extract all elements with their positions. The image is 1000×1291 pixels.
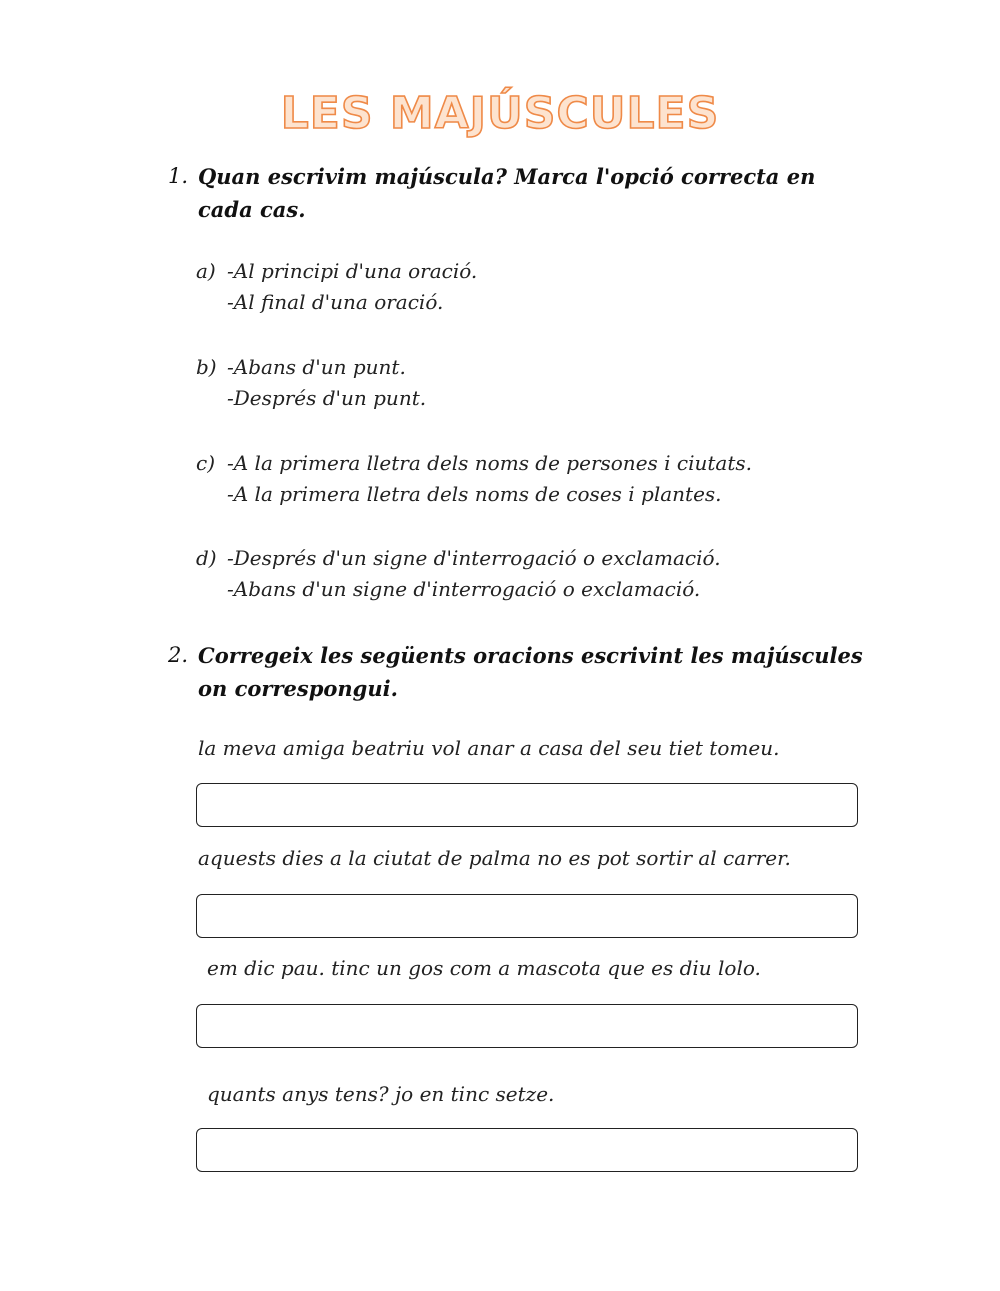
option-b bbox=[196, 352, 896, 414]
option-a-letter: a) bbox=[196, 259, 216, 283]
sentence-2: aquests dies a la ciutat de palma no es pot sortir al carrer. bbox=[198, 846, 791, 870]
page-title: LES MAJÚSCULES bbox=[280, 88, 720, 139]
option-c bbox=[196, 448, 896, 510]
option-c-choice-1[interactable]: -A la primera lletra dels noms de persones i ciutats. bbox=[227, 451, 752, 475]
question-1-number: 1. bbox=[168, 164, 189, 188]
option-a bbox=[196, 256, 896, 318]
option-b-choice-1[interactable]: -Abans d'un punt. bbox=[227, 355, 406, 379]
question-2 bbox=[168, 639, 868, 705]
question-1-text: Quan escrivim majúscula? Marca l'opció correcta en cada cas. bbox=[198, 164, 816, 222]
option-b-letter: b) bbox=[196, 355, 217, 379]
sentence-1: la meva amiga beatriu vol anar a casa del seu tiet tomeu. bbox=[198, 736, 780, 760]
question-2-text: Corregeix les següents oracions escrivint les majúscules on correspongui. bbox=[198, 643, 863, 701]
option-c-choice-2[interactable]: -A la primera lletra dels noms de coses i plantes. bbox=[227, 482, 722, 506]
answer-input-2[interactable] bbox=[196, 894, 858, 938]
question-1 bbox=[168, 160, 868, 226]
answer-input-3[interactable] bbox=[196, 1004, 858, 1048]
option-d-choice-2[interactable]: -Abans d'un signe d'interrogació o exclamació. bbox=[227, 577, 701, 601]
sentence-3: em dic pau. tinc un gos com a mascota que es diu lolo. bbox=[207, 956, 761, 980]
option-a-choice-1[interactable]: -Al principi d'una oració. bbox=[227, 259, 478, 283]
option-d-choice-1[interactable]: -Després d'un signe d'interrogació o exclamació. bbox=[227, 546, 721, 570]
option-b-choice-2[interactable]: -Després d'un punt. bbox=[227, 386, 427, 410]
answer-input-1[interactable] bbox=[196, 783, 858, 827]
option-a-choice-2[interactable]: -Al final d'una oració. bbox=[227, 290, 444, 314]
question-2-number: 2. bbox=[168, 643, 189, 667]
option-d bbox=[196, 543, 896, 605]
sentence-4: quants anys tens? jo en tinc setze. bbox=[207, 1082, 555, 1106]
option-c-letter: c) bbox=[196, 451, 216, 475]
option-d-letter: d) bbox=[196, 546, 217, 570]
answer-input-4[interactable] bbox=[196, 1128, 858, 1172]
